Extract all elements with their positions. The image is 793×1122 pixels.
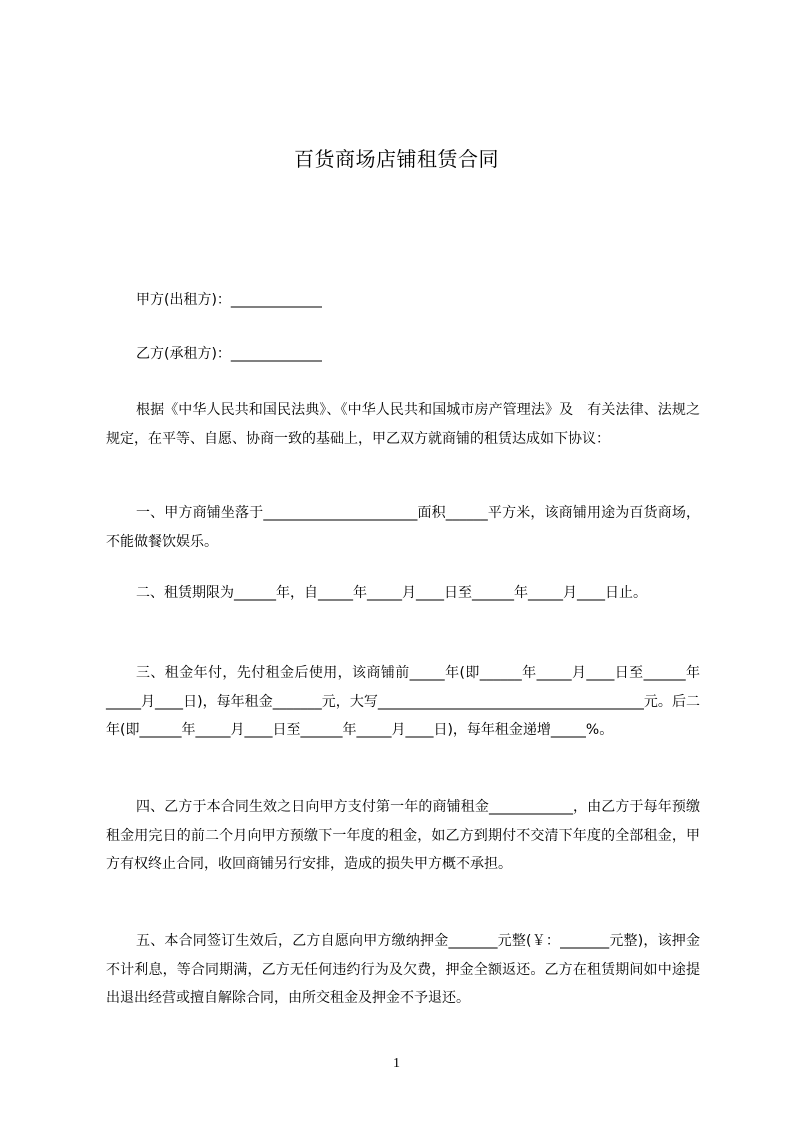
document-title: 百货商场店铺租赁合同 — [294, 147, 499, 171]
clause-5-deposit: 五、本合同签订生效后，乙方自愿向甲方缴纳押金_______元整(￥：_______元整)，该押金不计利息，等合同期满，乙方无任何违约行为及欠费，押金全额返还。乙方在租赁期间如中途提出退出经营或擅自解除合同，由所交租金及押金不予退还。 — [106, 933, 700, 1006]
party-a-line: 甲方(出租方)：_____________ — [136, 292, 322, 308]
clause-3-rent: 三、租金年付，先付租金后使用，该商铺前_____年(即______年_____月____日至______年_____月____日)，每年租金_______元，大写______________________________________元。后二年(即______年_____月____日至______年_____月____日)，每年租金递增_____%。 — [106, 665, 700, 738]
clause-2-term: 二、租赁期限为______年，自_____年_____月____日至______年_____月____日止。 — [136, 585, 647, 601]
clause-4-payment: 四、乙方于本合同生效之日向甲方支付第一年的商铺租金____________，由乙方于每年预缴租金用完日的前二个月向甲方预缴下一年度的租金，如乙方到期付不交清下年度的全部租金，甲方有权终止合同，收回商铺另行安排，造成的损失甲方概不承担。 — [106, 799, 700, 872]
page-number: 1 — [393, 1056, 400, 1071]
clause-1-location: 一、甲方商铺坐落于______________________面积______平方米，该商铺用途为百货商场，不能做餐饮娱乐。 — [106, 505, 700, 550]
legal-basis-paragraph: 根据《中华人民共和国民法典》、《中华人民共和国城市房产管理法》及 有关法律、法规之规定，在平等、自愿、协商一致的基础上，甲乙双方就商铺的租赁达成如下协议： — [106, 402, 700, 447]
party-b-line: 乙方(承租方)：_____________ — [136, 346, 322, 362]
